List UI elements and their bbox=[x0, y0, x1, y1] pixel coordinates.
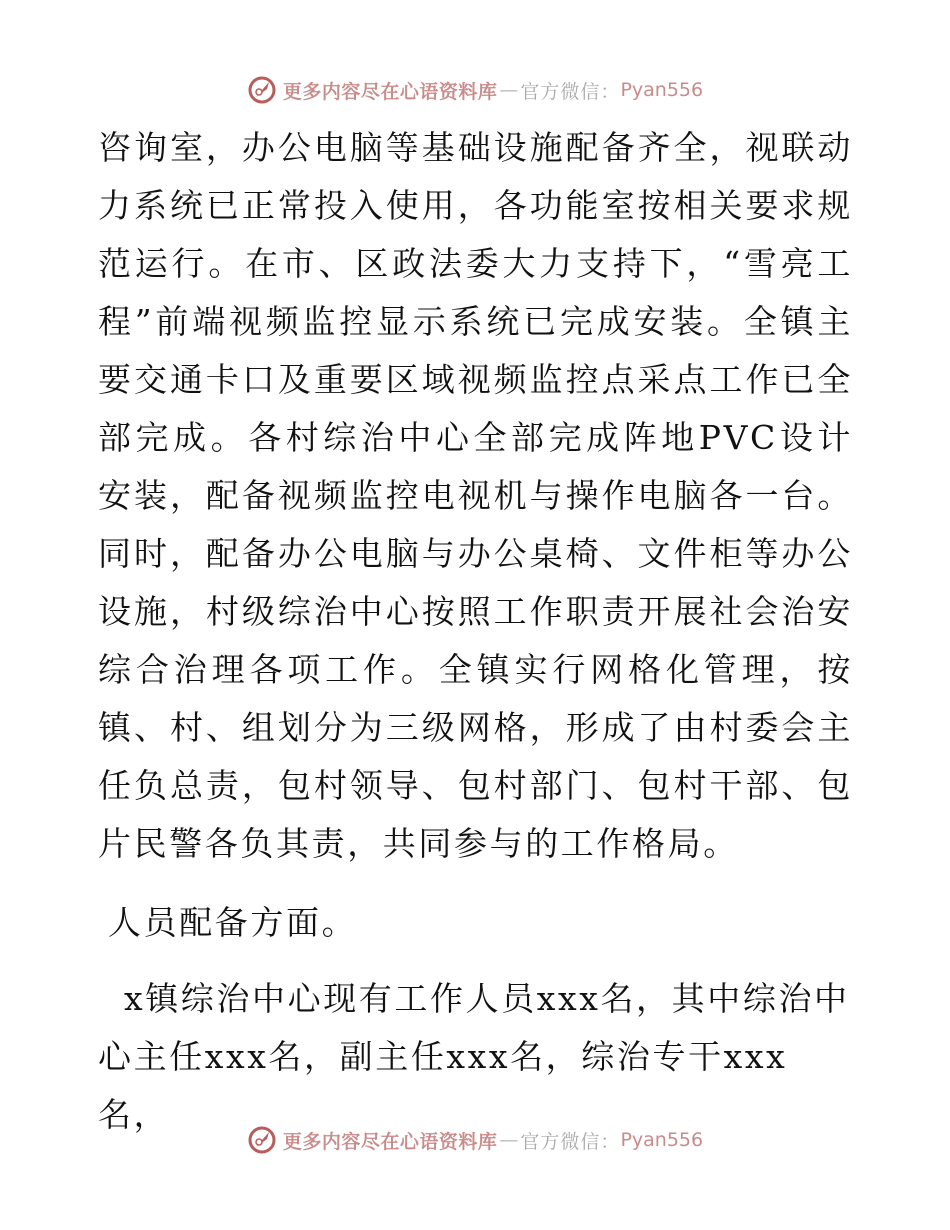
header-watermark bbox=[0, 72, 950, 108]
quill-logo-icon bbox=[247, 1125, 277, 1155]
section-heading: 人员配备方面。 bbox=[108, 903, 358, 942]
watermark-label: 官方微信： bbox=[520, 1130, 621, 1153]
footer-watermark bbox=[0, 1122, 950, 1158]
quill-logo-icon bbox=[247, 75, 277, 105]
staff-paragraph: x镇综治中心现有工作人员xxx名，其中综治中心主任xxx名，副主任xxx名，综治专干xxx名， bbox=[98, 979, 850, 1134]
watermark-brand: 更多内容尽在心语资料库 bbox=[282, 80, 498, 103]
watermark-wechat-id: Pyan556 bbox=[620, 1129, 704, 1151]
watermark-dash: — bbox=[499, 79, 519, 101]
watermark-label: 官方微信： bbox=[520, 80, 621, 103]
watermark-brand: 更多内容尽在心语资料库 bbox=[282, 1130, 498, 1153]
watermark-wechat-id: Pyan556 bbox=[620, 79, 704, 101]
main-paragraph: 咨询室，办公电脑等基础设施配备齐全，视联动力系统已正常投入使用，各功能室按相关要求规范运行。在市、区政法委大力支持下，“雪亮工程”前端视频监控显示系统已完成安装。全镇主要交通卡口及重要区域视频监控点采点工作已全部完成。各村综治中心全部完成阵地PVC设计安装，配备视频监控电视机与操作电脑各一台。同时，配备办公电脑与办公桌椅、文件柜等办公设施，村级综治中心按照工作职责开展社会治安综合治理各项工作。全镇实行网格化管理，按镇、村、组划分为三级网格，形成了由村委会主任负总责，包村领导、包村部门、包村干部、包片民警各负其责，共同参与的工作格局。 bbox=[98, 128, 853, 863]
watermark-dash: — bbox=[499, 1129, 519, 1151]
